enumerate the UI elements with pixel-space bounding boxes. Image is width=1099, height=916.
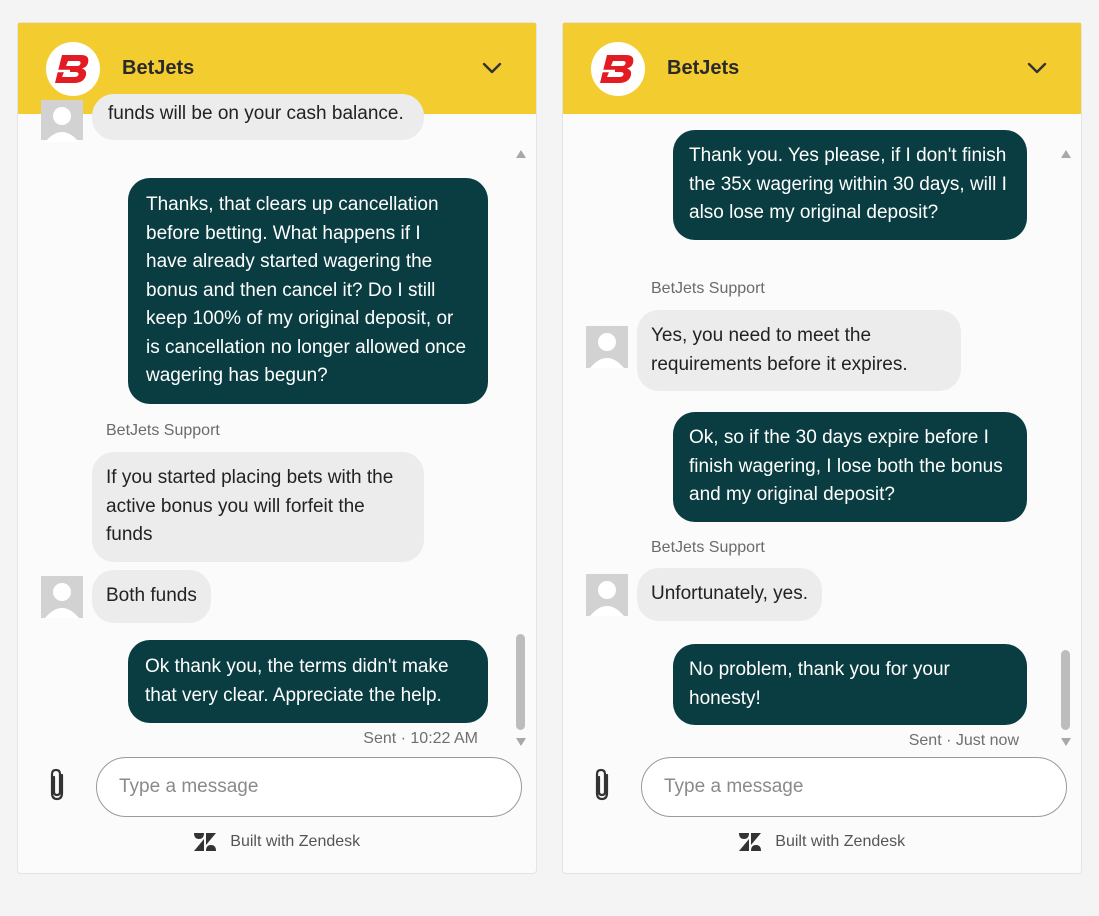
avatar-placeholder-icon — [586, 326, 628, 368]
chat-header — [563, 23, 1081, 114]
message-input[interactable] — [664, 772, 1044, 802]
agent-message: funds will be on your cash balance. — [92, 94, 424, 140]
message-list[interactable] — [18, 103, 536, 747]
user-message: Thank you. Yes please, if I don't finish the 35x wagering within 30 days, will I also lose my original deposit? — [673, 130, 1027, 240]
avatar-placeholder-icon — [41, 576, 83, 618]
user-message: Ok, so if the 30 days expire before I finish wagering, I lose both the bonus and my original deposit? — [673, 412, 1027, 522]
user-message: Ok thank you, the terms didn't make that very clear. Appreciate the help. — [128, 640, 488, 723]
sender-name: BetJets Support — [651, 539, 765, 556]
betjets-logo — [45, 41, 101, 97]
brand-name: BetJets — [667, 57, 740, 79]
message-input[interactable] — [119, 772, 499, 802]
scrollbar-thumb[interactable] — [1061, 650, 1070, 730]
agent-message: Unfortunately, yes. — [637, 568, 822, 621]
powered-by[interactable] — [18, 833, 536, 857]
user-message: No problem, thank you for your honesty! — [673, 644, 1027, 725]
paperclip-icon[interactable] — [46, 767, 70, 803]
message-status: Sent · Just now — [908, 732, 1019, 749]
footer-text: Built with Zendesk — [230, 833, 361, 850]
footer-text: Built with Zendesk — [775, 833, 906, 850]
agent-message: Yes, you need to meet the requirements before it expires. — [637, 310, 961, 391]
powered-by[interactable] — [563, 833, 1081, 857]
avatar-placeholder-icon — [586, 574, 628, 616]
agent-message: Both funds — [92, 570, 211, 623]
paperclip-icon[interactable] — [591, 767, 615, 803]
sender-name: BetJets Support — [106, 422, 220, 439]
message-status: Sent · 10:22 AM — [363, 730, 478, 747]
betjets-logo — [590, 41, 646, 97]
chevron-down-icon[interactable] — [480, 56, 504, 80]
user-message: Thanks, that clears up cancellation before betting. What happens if I have already started wagering the bonus and then cancel it? Do I still keep 100% of my original deposit, or is cancellation no longer allowed once wagering has begun? — [128, 178, 488, 404]
chevron-down-icon[interactable] — [1025, 56, 1049, 80]
zendesk-logo-icon — [194, 833, 216, 851]
message-composer[interactable] — [641, 757, 1067, 817]
chat-widget-right — [562, 22, 1082, 874]
sender-name: BetJets Support — [651, 280, 765, 297]
scroll-up-icon[interactable] — [1061, 150, 1071, 158]
chat-widget-left — [17, 22, 537, 874]
scroll-down-icon[interactable] — [1061, 738, 1071, 746]
avatar-placeholder-icon — [41, 100, 83, 140]
agent-message: If you started placing bets with the active bonus you will forfeit the funds — [92, 452, 424, 562]
message-list[interactable] — [563, 114, 1081, 749]
scroll-up-icon[interactable] — [516, 150, 526, 158]
scroll-down-icon[interactable] — [516, 738, 526, 746]
message-composer[interactable] — [96, 757, 522, 817]
scrollbar-thumb[interactable] — [516, 634, 525, 730]
zendesk-logo-icon — [739, 833, 761, 851]
brand-name: BetJets — [122, 57, 195, 79]
